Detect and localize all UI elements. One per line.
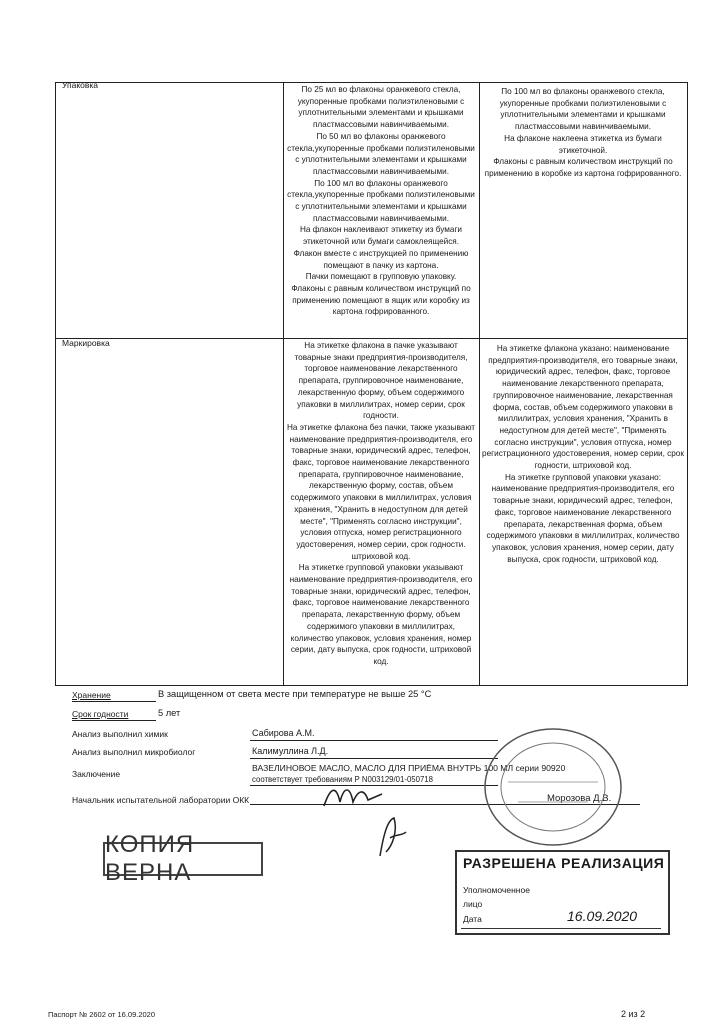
shelf-life-label: Срок годности (72, 709, 129, 719)
packaging-result-paragraph: На флаконе наклеена этикетка из бумаги этикеточной. (504, 133, 662, 155)
round-seal-stamp (478, 722, 628, 852)
release-stamp-date-label: Дата (463, 914, 482, 924)
microbiologist-name: Калимуллина Л.Д. (252, 746, 329, 756)
head-signature-scribble (372, 812, 412, 862)
packaging-spec-paragraph: По 25 мл во флаконы оранжевого стекла, укупоренные пробками полиэтиленовыми с уплотнительными элементами и крышками пластмассовыми навинчиваемыми. (297, 85, 465, 130)
packaging-result-column (482, 86, 684, 180)
storage-label: Хранение (72, 690, 111, 700)
marking-spec-paragraph: На этикетке групповой упаковки указывают наименование предприятия-производителя, его товарные знаки, юридический адрес, телефон, факс, торговое наименование лекарственного препарата, лекарственную форму, объем содержимого упаковки в миллилитрах, количество упаковок, условия хранения, номер серии, дату выпуска, срок годности, штриховой код. (289, 563, 473, 666)
conclusion-label: Заключение (72, 769, 121, 779)
packaging-result-paragraph: По 100 мл во флаконы оранжевого стекла, укупоренные пробками полиэтиленовыми с уплотнительными элементами и крышками пластмассовыми навинчиваемыми. (499, 87, 667, 132)
head-of-lab-label: Начальник испытательной лаборатории ОКК (72, 795, 250, 805)
release-stamp-line (461, 928, 661, 929)
packaging-spec-paragraph: По 100 мл во флаконы оранжевого стекла,укупоренные пробками полиэтиленовыми с уплотнительными элементами и крышками пластмассовыми навинчиваемыми. (287, 178, 475, 223)
chemist-label: Анализ выполнил химик (72, 729, 168, 739)
head-of-lab-name: Морозова Д.В. (547, 793, 612, 804)
packaging-spec-paragraph: На флакон наклеивают этикетку из бумаги этикеточной или бумаги самоклеящейся. (299, 225, 463, 247)
marking-spec-paragraph: На этикетке флакона без пачки, также указывают наименование предприятия-производителя, его товарные знаки, юридический адрес, телефон, факс, торговое наименование лекарственного препарата, группировочное наименование, лекарственную форму, состав, объем содержимого упаковки в миллилитрах, условия хранения, "Хранить в недоступном для детей месте", "Применять согласно инструкции", условия отпуска, номер регистрационного удостоверения, номер серии, срок годности. штриховой код. (286, 422, 476, 561)
table-left-border (55, 82, 56, 686)
table-col-divider-2 (479, 82, 480, 686)
marking-spec-column (285, 340, 477, 668)
marking-result-paragraph: На этикетке групповой упаковки указано: наименование предприятия-производителя, его товарные знаки, юридический адрес, телефон, факс, торговое наименование лекарственного препарата, лекарственная форма, объем содержимого упаковки в миллилитрах, количество упаковок, условия хранения, номер серии, дату выпуска, срок годности, штриховой код. (486, 472, 680, 564)
packaging-spec-paragraph: Пачки помещают в групповую упаковку. (305, 272, 457, 282)
table-bottom-border (55, 685, 688, 686)
release-stamp-title: РАЗРЕШЕНА РЕАЛИЗАЦИЯ (463, 855, 665, 871)
shelf-life-underline (72, 720, 156, 721)
table-row-divider (55, 338, 688, 339)
conclusion-text-1: ВАЗЕЛИНОВОЕ МАСЛО, МАСЛО ДЛЯ ПРИЁМА ВНУТРЬ 100 МЛ серии 90920 (252, 763, 566, 773)
packaging-spec-paragraph: По 50 мл во флаконы оранжевого стекла,укупоренные пробками полиэтиленовыми с уплотнительными элементами и крышками пластмассовыми навинчиваемыми. (287, 131, 475, 176)
marking-result-column (482, 343, 684, 565)
marking-result-paragraph: На этикетке флакона указано: наименование предприятия-производителя, его товарные знаки, юридический адрес, телефон, факс, торговое наименование лекарственного препарата, группировочное наименование, лекарственная форма, состав, объем содержимого упаковки в миллилитрах, условия хранения, "Хранить в недоступном для детей месте", "Применять согласно инструкции", условия отпуска, номер регистрационного удостоверения, номер серии, срок годности, штриховой код. (482, 344, 684, 471)
packaging-spec-paragraph: Флакон вместе с инструкцией по применению помещают в пачку из картона. (293, 248, 469, 270)
conclusion-text-2: соответствует требованиям Р N003129/01-050718 (252, 775, 433, 784)
storage-value: В защищенном от света месте при температуре не выше 25 °С (158, 689, 432, 699)
release-stamp-date: 16.09.2020 (567, 908, 638, 924)
release-stamp-authorized: Уполномоченное (463, 885, 530, 895)
chemist-name: Сабирова А.М. (252, 728, 315, 738)
release-stamp-person: лицо (463, 899, 483, 909)
packaging-spec-paragraph: Флаконы с равным количеством инструкций по применению помещают в ящик или коробку из картона гофрированного. (291, 283, 471, 317)
footer-passport: Паспорт № 2602 от 16.09.2020 (48, 1010, 156, 1019)
footer-page-number: 2 из 2 (621, 1009, 646, 1019)
packaging-spec-column (286, 84, 476, 318)
packaging-result-paragraph: Флаконы с равным количеством инструкций по применению в коробке из картона гофрированного. (484, 157, 682, 178)
copy-certified-stamp: КОПИЯ ВЕРНА (103, 842, 263, 876)
row-label-packaging: Упаковка (62, 80, 99, 90)
storage-underline (72, 701, 156, 702)
table-top-border (55, 82, 688, 83)
table-right-border (687, 82, 688, 686)
microbiologist-label: Анализ выполнил микробиолог (72, 747, 196, 757)
shelf-life-value: 5 лет (158, 708, 181, 718)
marking-spec-paragraph: На этикетке флакона в пачке указывают товарные знаки предприятия-производителя, торговое наименование лекарственного препарата, группировочное наименование, лекарственную форму, объем содержимого упаковки в миллилитрах, номер серии, срок годности. (294, 341, 468, 421)
microbiologist-signature-line (250, 758, 498, 759)
table-col-divider-1 (283, 82, 284, 686)
chemist-signature-line (250, 740, 498, 741)
row-label-marking: Маркировка (62, 338, 110, 348)
chemist-signature-scribble (320, 780, 390, 812)
release-approved-stamp (455, 850, 670, 935)
